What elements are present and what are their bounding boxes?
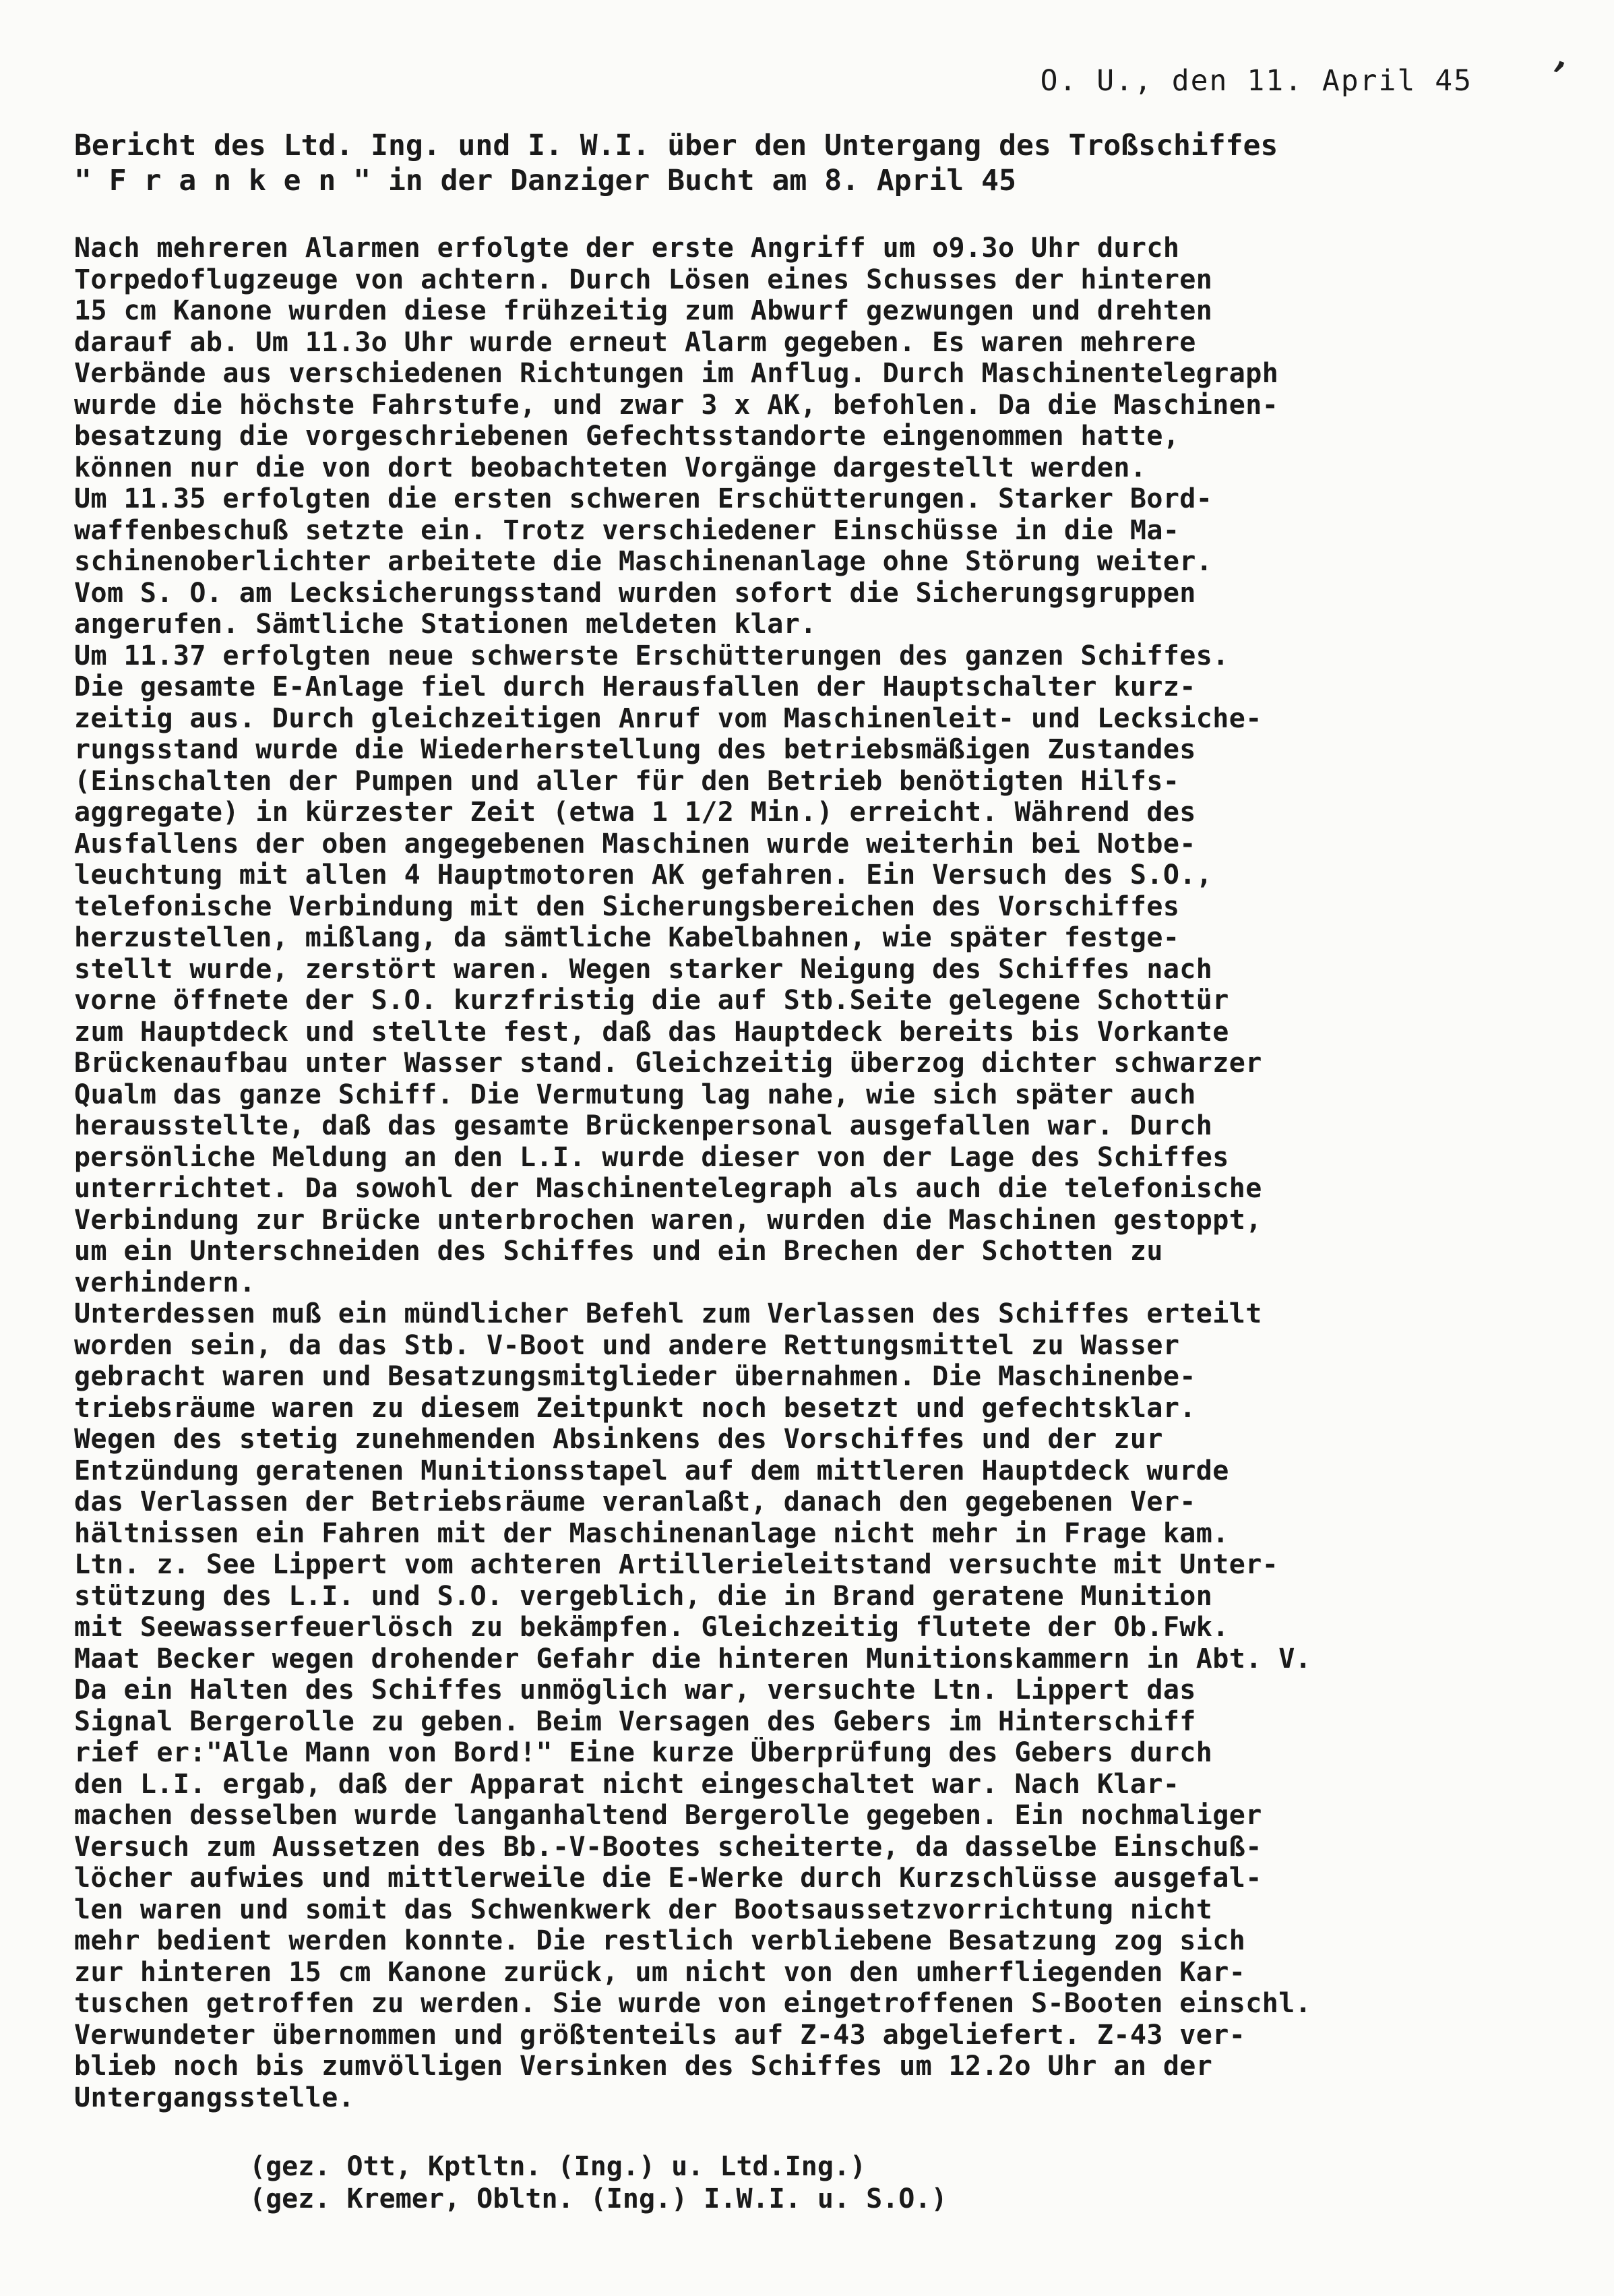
signature-line: (gez. Kremer, Obltn. (Ing.) I.W.I. u. S.O.) — [249, 2183, 948, 2214]
body-line: 15 cm Kanone wurden diese frühzeitig zum Abwurf gezwungen und drehten — [74, 295, 1213, 326]
title-line: " F r a n k e n " in der Danziger Bucht am 8. April 45 — [74, 164, 1016, 198]
handwritten-mark-icon: ’ — [1534, 51, 1574, 104]
body-line: stellt wurde, zerstört waren. Wegen starker Neigung des Schiffes nach — [74, 953, 1213, 985]
body-line: telefonische Verbindung mit den Sicherungsbereichen des Vorschiffes — [74, 890, 1180, 922]
body-line: hältnissen ein Fahren mit der Maschinenanlage nicht mehr in Frage kam. — [74, 1517, 1229, 1549]
body-line: angerufen. Sämtliche Stationen meldeten klar. — [74, 609, 817, 640]
body-line: persönliche Meldung an den L.I. wurde dieser von der Lage des Schiffes — [74, 1141, 1229, 1173]
body-line: len waren und somit das Schwenkwerk der Bootsaussetzvorrichtung nicht — [74, 1894, 1213, 1925]
body-line: Um 11.37 erfolgten neue schwerste Erschütterungen des ganzen Schiffes. — [74, 640, 1229, 671]
body-line: leuchtung mit allen 4 Hauptmotoren AK gefahren. Ein Versuch des S.O., — [74, 859, 1213, 890]
body-line: schinenoberlichter arbeitete die Maschinenanlage ohne Störung weiter. — [74, 546, 1213, 577]
body-line: Da ein Halten des Schiffes unmöglich war, versuchte Ltn. Lippert das — [74, 1674, 1196, 1705]
body-line: löcher aufwies und mittlerweile die E-Werke durch Kurzschlüsse ausgefal- — [74, 1863, 1262, 1894]
body-line: mit Seewasserfeuerlösch zu bekämpfen. Gleichzeitig flutete der Ob.Fwk. — [74, 1612, 1229, 1643]
body-line: tuschen getroffen zu werden. Sie wurde von eingetroffenen S-Booten einschl. — [74, 1988, 1312, 2019]
body-line: Nach mehreren Alarmen erfolgte der erste Angriff um o9.3o Uhr durch — [74, 233, 1180, 264]
body-line: Signal Bergerolle zu geben. Beim Versagen des Gebers im Hinterschiff — [74, 1705, 1196, 1737]
body-line: blieb noch bis zumvölligen Versinken des Schiffes um 12.2o Uhr an der — [74, 2051, 1213, 2082]
body-line: Untergangsstelle. — [74, 2082, 355, 2113]
signature-block — [249, 2150, 948, 2215]
body-line: machen desselben wurde langanhaltend Bergerolle gegeben. Ein nochmaliger — [74, 1800, 1262, 1831]
title-line: Bericht des Ltd. Ing. und I. W.I. über den Untergang des Troßschiffes — [74, 129, 1278, 162]
body-line: rungsstand wurde die Wiederherstellung des betriebsmäßigen Zustandes — [74, 734, 1196, 765]
body-line: waffenbeschuß setzte ein. Trotz verschiedener Einschüsse in die Ma- — [74, 514, 1180, 546]
body-line: mehr bedient werden konnte. Die restlich verbliebene Besatzung zog sich — [74, 1925, 1246, 1956]
body-line: Entzündung geratenen Munitionsstapel auf dem mittleren Hauptdeck wurde — [74, 1455, 1229, 1486]
body-line: vorne öffnete der S.O. kurzfristig die auf Stb.Seite gelegene Schottür — [74, 985, 1229, 1016]
body-line: Brückenaufbau unter Wasser stand. Gleichzeitig überzog dichter schwarzer — [74, 1048, 1262, 1079]
body-line: Versuch zum Aussetzen des Bb.-V-Bootes scheiterte, da dasselbe Einschuß- — [74, 1831, 1262, 1863]
body-line: Die gesamte E-Anlage fiel durch Herausfallen der Hauptschalter kurz- — [74, 671, 1196, 702]
body-line: stützung des L.I. und S.O. vergeblich, die in Brand geratene Munition — [74, 1580, 1213, 1612]
body-line: Verbindung zur Brücke unterbrochen waren, wurden die Maschinen gestoppt, — [74, 1204, 1262, 1236]
body-line: gebracht waren und Besatzungsmitglieder übernahmen. Die Maschinenbe- — [74, 1361, 1196, 1392]
body-line: (Einschalten der Pumpen und aller für den Betrieb benötigten Hilfs- — [74, 765, 1180, 797]
body-line: Verbände aus verschiedenen Richtungen im Anflug. Durch Maschinentelegraph — [74, 358, 1279, 389]
body-line: den L.I. ergab, daß der Apparat nicht eingeschaltet war. Nach Klar- — [74, 1768, 1180, 1800]
body-line: Qualm das ganze Schiff. Die Vermutung lag nahe, wie sich später auch — [74, 1079, 1196, 1110]
body-line: triebsräume waren zu diesem Zeitpunkt noch besetzt und gefechtsklar. — [74, 1392, 1196, 1424]
body-line: zum Hauptdeck und stellte fest, daß das Hauptdeck bereits bis Vorkante — [74, 1016, 1229, 1048]
body-line: Maat Becker wegen drohender Gefahr die hinteren Munitionskammern in Abt. V. — [74, 1643, 1312, 1674]
body-line: Unterdessen muß ein mündlicher Befehl zum Verlassen des Schiffes erteilt — [74, 1298, 1262, 1329]
body-line: herausstellte, daß das gesamte Brückenpersonal ausgefallen war. Durch — [74, 1110, 1213, 1141]
body-line: Um 11.35 erfolgten die ersten schweren Erschütterungen. Starker Bord- — [74, 483, 1213, 514]
signature-line: (gez. Ott, Kptltn. (Ing.) u. Ltd.Ing.) — [249, 2151, 867, 2182]
body-line: Vom S. O. am Lecksicherungsstand wurden sofort die Sicherungsgruppen — [74, 577, 1196, 609]
body-line: aggregate) in kürzester Zeit (etwa 1 1/2 Min.) erreicht. Während des — [74, 797, 1196, 828]
document-title — [74, 128, 1523, 198]
body-line: rief er:"Alle Mann von Bord!" Eine kurze Überprüfung des Gebers durch — [74, 1737, 1213, 1768]
body-line: worden sein, da das Stb. V-Boot und andere Rettungsmittel zu Wasser — [74, 1329, 1180, 1361]
body-line: herzustellen, mißlang, da sämtliche Kabelbahnen, wie später festge- — [74, 922, 1180, 953]
document-date: O. U., den 11. April 45 — [1040, 64, 1472, 98]
body-line: Ltn. z. See Lippert vom achteren Artillerieleitstand versuchte mit Unter- — [74, 1549, 1279, 1580]
body-line: Ausfallens der oben angegebenen Maschinen wurde weiterhin bei Notbe- — [74, 828, 1196, 859]
body-line: darauf ab. Um 11.3o Uhr wurde erneut Alarm gegeben. Es waren mehrere — [74, 326, 1196, 358]
body-line: verhindern. — [74, 1267, 256, 1298]
body-line: Wegen des stetig zunehmenden Absinkens des Vorschiffes und der zur — [74, 1424, 1163, 1455]
body-line: Verwundeter übernommen und größtenteils auf Z-43 abgeliefert. Z-43 ver- — [74, 2019, 1246, 2051]
body-line: um ein Unterschneiden des Schiffes und ein Brechen der Schotten zu — [74, 1236, 1163, 1267]
body-line: Torpedoflugzeuge von achtern. Durch Lösen eines Schusses der hinteren — [74, 264, 1213, 295]
body-line: wurde die höchste Fahrstufe, und zwar 3 x AK, befohlen. Da die Maschinen- — [74, 389, 1279, 421]
body-line: besatzung die vorgeschriebenen Gefechtsstandorte eingenommen hatte, — [74, 421, 1180, 452]
body-line: zur hinteren 15 cm Kanone zurück, um nicht von den umherfliegenden Kar- — [74, 1956, 1246, 1988]
report-body — [74, 233, 1557, 2113]
body-line: unterrichtet. Da sowohl der Maschinentelegraph als auch die telefonische — [74, 1173, 1262, 1204]
body-line: das Verlassen der Betriebsräume veranlaßt, danach den gegebenen Ver- — [74, 1486, 1196, 1517]
body-line: zeitig aus. Durch gleichzeitigen Anruf vom Maschinenleit- und Lecksiche- — [74, 702, 1262, 734]
body-line: können nur die von dort beobachteten Vorgänge dargestellt werden. — [74, 452, 1147, 483]
